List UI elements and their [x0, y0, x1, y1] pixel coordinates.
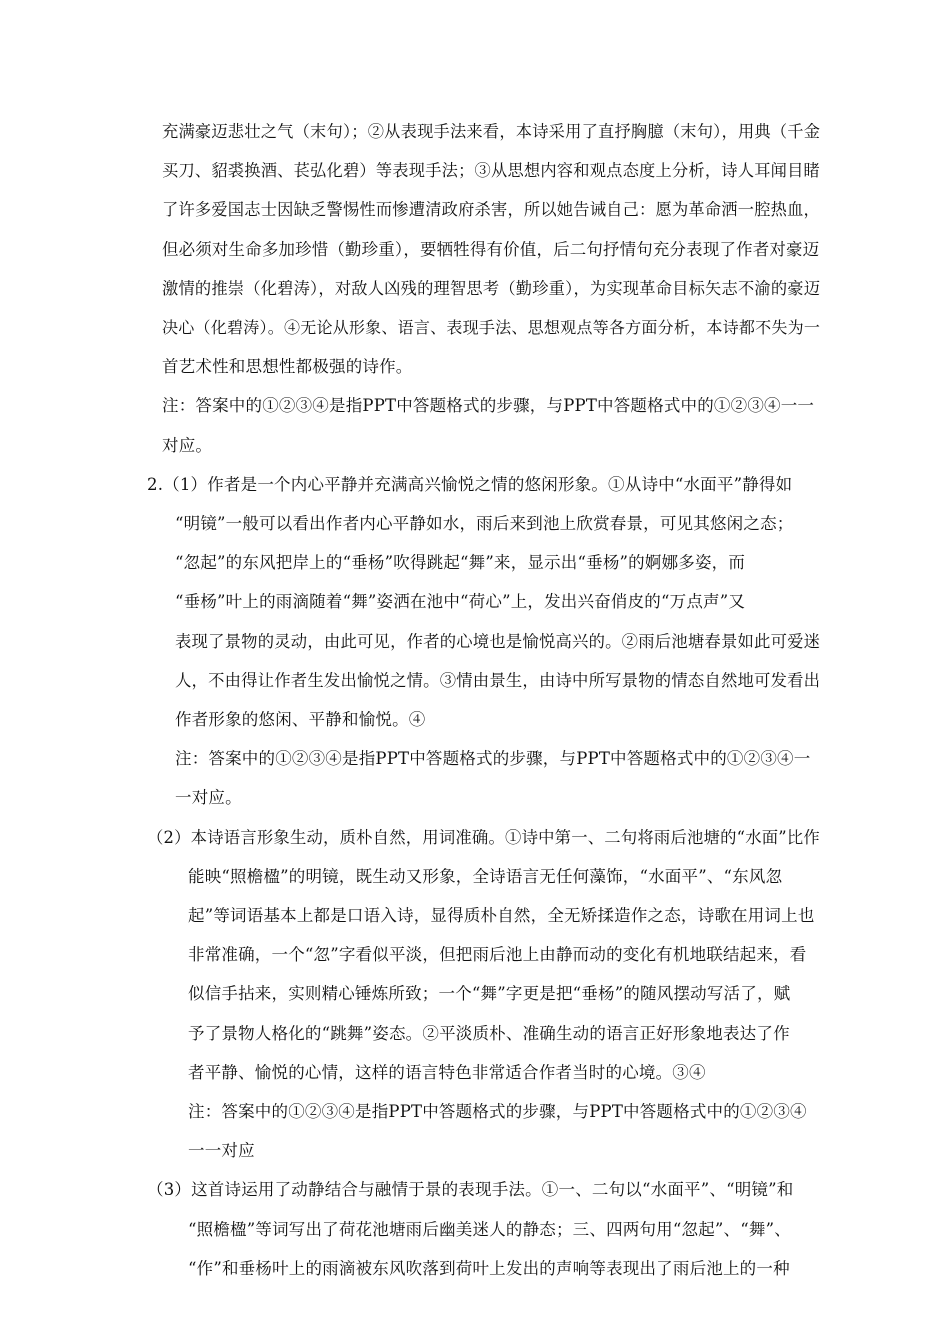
paragraph-line: 充满豪迈悲壮之气（末句）；②从表现手法来看，本诗采用了直抒胸臆（末句），用典（千金: [162, 122, 821, 141]
paragraph-line: 激情的推崇（化碧涛），对敌人凶残的理智思考（勤珍重），为实现革命目标矢志不渝的豪迈: [162, 279, 821, 298]
note-line: 注：答案中的①②③④是指PPT中答题格式的步骤，与PPT中答题格式中的①②③④一一: [162, 396, 815, 415]
paragraph-line: 但必须对生命多加珍惜（勤珍重），要牺牲得有价值，后二句抒情句充分表现了作者对豪迈: [162, 240, 820, 259]
paragraph-line: “照檐楹”等词写出了荷花池塘雨后幽美迷人的静态；三、四两句用“忽起”、“舞”、: [188, 1220, 791, 1239]
paragraph-line: 买刀、貂裘换酒、苌弘化碧）等表现手法；③从思想内容和观点态度上分析，诗人耳闻目睹: [162, 161, 820, 180]
paragraph-line: 非常准确，一个“忽”字看似平淡，但把雨后池上由静而动的变化有机地联结起来，看: [188, 945, 807, 964]
note-line: 注：答案中的①②③④是指PPT中答题格式的步骤，与PPT中答题格式中的①②③④: [188, 1102, 807, 1121]
note-line: 对应。: [162, 436, 213, 455]
paragraph-line: 起”等词语基本上都是口语入诗，显得质朴自然，全无矫揉造作之态，诗歌在用词上也: [188, 906, 815, 925]
paragraph-line: 首艺术性和思想性都极强的诗作。: [162, 357, 413, 376]
paragraph-line: 似信手拈来，实则精心锤炼所致；一个“舞”字更是把“垂杨”的随风摆动写活了，赋: [188, 984, 791, 1003]
paragraph-line: “明镜”一般可以看出作者内心平静如水，雨后来到池上欣赏春景，可见其悠闲之态；: [175, 514, 794, 533]
paragraph-line: 予了景物人格化的“跳舞”姿态。②平淡质朴、准确生动的语言正好形象地表达了作: [188, 1024, 790, 1043]
paragraph-line: 决心（化碧涛）。④无论从形象、语言、表现手法、思想观点等各方面分析，本诗都不失为一: [162, 318, 821, 337]
paragraph-line: 表现了景物的灵动，由此可见，作者的心境也是愉悦高兴的。②雨后池塘春景如此可爱迷: [175, 632, 821, 651]
paragraph-line: “垂杨”叶上的雨滴随着“舞”姿洒在池中“荷心”上，发出兴奋俏皮的“万点声”又: [175, 592, 746, 611]
paragraph-line: 者平静、愉悦的心情，这样的语言特色非常适合作者当时的心境。③④: [188, 1063, 706, 1082]
note-line: 注：答案中的①②③④是指PPT中答题格式的步骤，与PPT中答题格式中的①②③④一: [175, 749, 811, 768]
note-line: 一一对应: [188, 1141, 255, 1160]
paragraph-line: 能映“照檐楹”的明镜，既生动又形象，全诗语言无任何藻饰，“水面平”、“东风忽: [188, 867, 783, 886]
question-heading-line: （3）这首诗运用了动静结合与融情于景的表现手法。①一、二句以“水面平”、“明镜”和: [147, 1180, 794, 1199]
question-heading-line: （2）本诗语言形象生动，质朴自然，用词准确。①诗中第一、二句将雨后池塘的“水面”比作: [147, 828, 820, 847]
paragraph-line: “作”和垂杨叶上的雨滴被东风吹落到荷叶上发出的声响等表现出了雨后池上的一种: [188, 1259, 790, 1278]
paragraph-line: “忽起”的东风把岸上的“垂杨”吹得跳起“舞”来，显示出“垂杨”的婀娜多姿，而: [175, 553, 746, 572]
note-line: 一对应。: [175, 788, 242, 807]
paragraph-line: 了许多爱国志士因缺乏警惕性而惨遭清政府杀害，所以她告诫自己：愿为革命洒一腔热血，: [162, 200, 820, 219]
question-heading-line: 2.（1）作者是一个内心平静并充满高兴愉悦之情的悠闲形象。①从诗中“水面平”静得如: [147, 475, 793, 494]
paragraph-line: 作者形象的悠闲、平静和愉悦。④: [175, 710, 426, 729]
paragraph-line: 人，不由得让作者生发出愉悦之情。③情由景生，由诗中所写景物的情态自然地可发看出: [175, 671, 821, 690]
